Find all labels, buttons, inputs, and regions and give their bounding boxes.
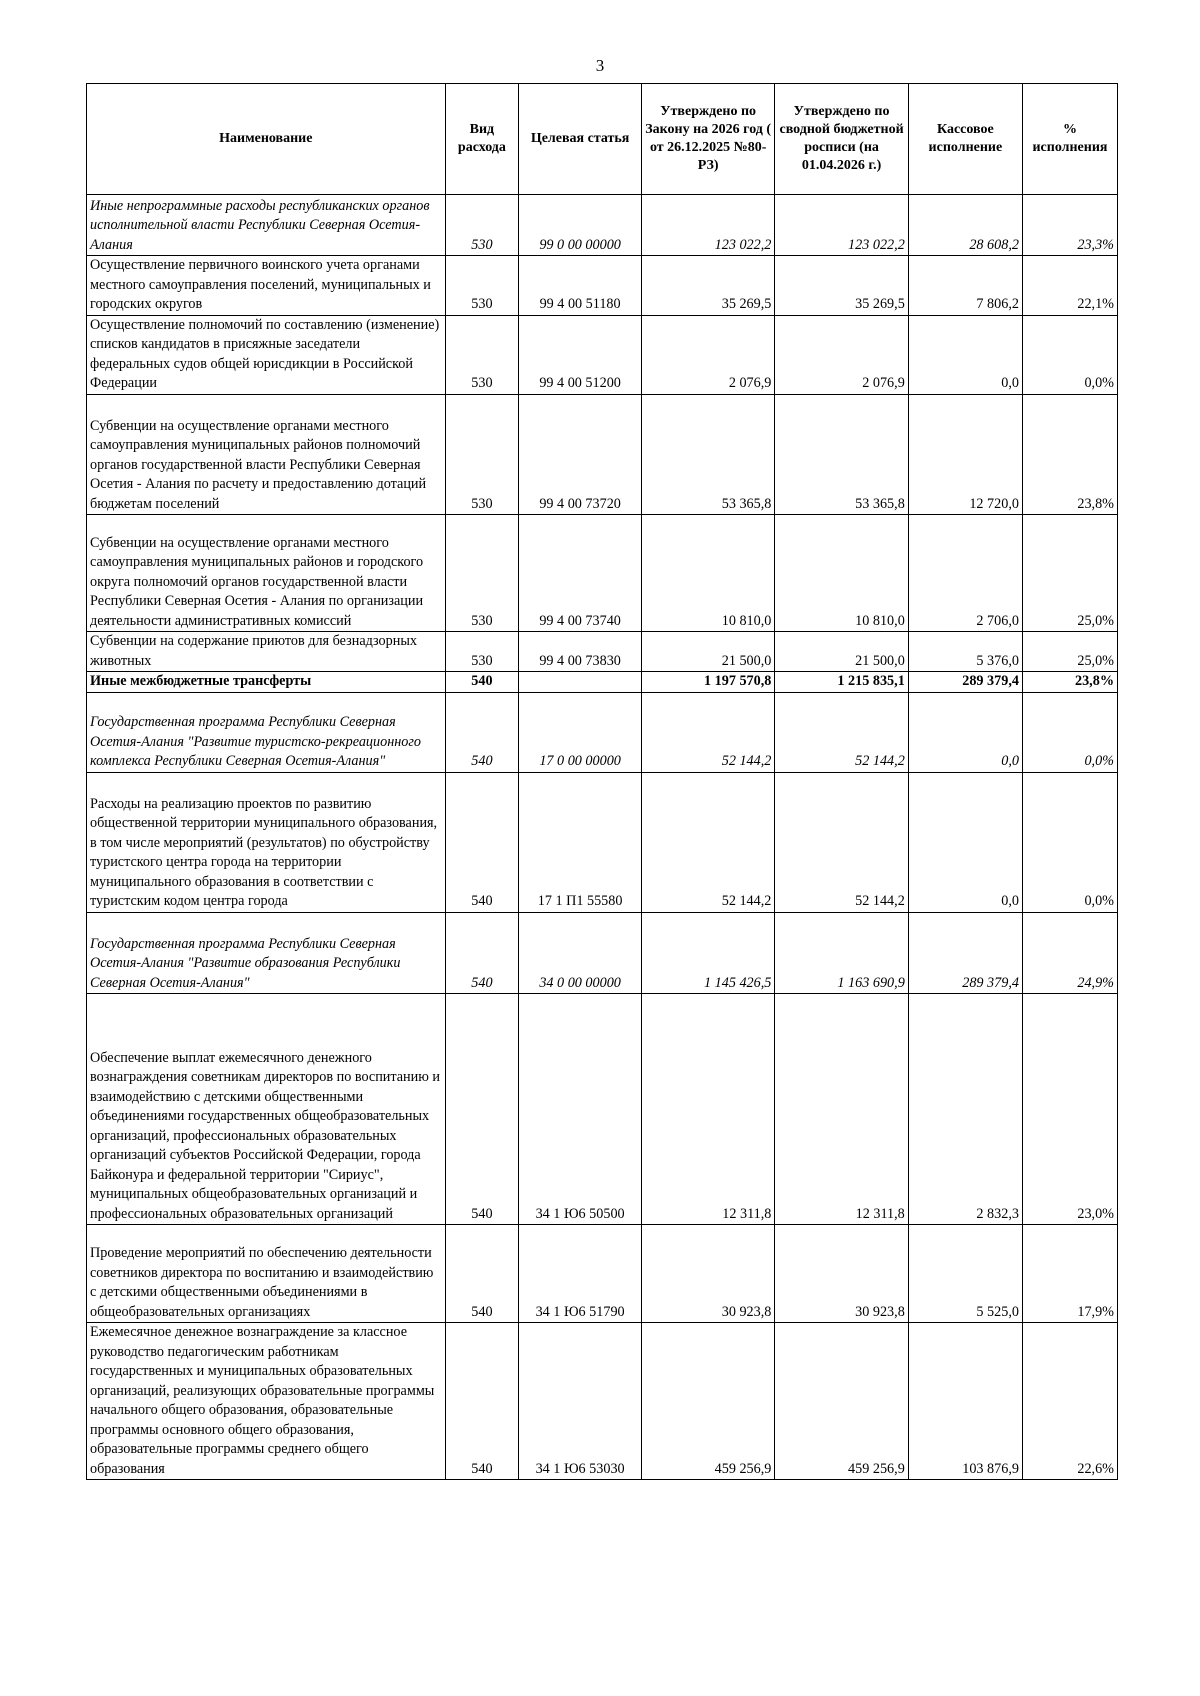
cell-cash-execution: 5 525,0 [908,1225,1022,1323]
cell-cash-execution: 289 379,4 [908,672,1022,693]
cell-approved-by-law: 52 144,2 [641,772,774,912]
cell-expense-type: 540 [445,994,519,1225]
cell-name: Субвенции на осуществление органами местного самоуправления муниципальных районов полномочий органов государственной власти Республики Северная Осетия - Алания по расчету и предоставлению дотаций бюджетам поселений [87,394,446,515]
cell-target-article: 99 4 00 51180 [519,256,642,316]
table-row [87,692,1118,772]
header-name: Наименование [87,84,446,195]
cell-approved-by-rospis: 1 163 690,9 [775,912,908,994]
cell-approved-by-law: 10 810,0 [641,515,774,632]
cell-target-article [519,672,642,693]
header-percent-execution: % исполнения [1022,84,1117,195]
cell-name: Расходы на реализацию проектов по развитию общественной территории муниципального образования, в том числе мероприятий (результатов) по обустройству туристского центра города на территории муниципального образования в соответствии с туристским кодом центра города [87,772,446,912]
cell-approved-by-rospis: 459 256,9 [775,1323,908,1480]
cell-approved-by-law: 35 269,5 [641,256,774,316]
cell-percent-execution: 23,3% [1022,195,1117,256]
cell-name: Субвенции на осуществление органами местного самоуправления муниципальных районов и городского округа полномочий органов государственной власти Республики Северная Осетия - Алания по организации деятельности административных комиссий [87,515,446,632]
cell-cash-execution: 2 706,0 [908,515,1022,632]
cell-percent-execution: 0,0% [1022,772,1117,912]
cell-expense-type: 530 [445,195,519,256]
cell-approved-by-rospis: 52 144,2 [775,692,908,772]
cell-percent-execution: 24,9% [1022,912,1117,994]
cell-cash-execution: 103 876,9 [908,1323,1022,1480]
cell-expense-type: 530 [445,256,519,316]
cell-cash-execution: 5 376,0 [908,632,1022,672]
cell-cash-execution: 28 608,2 [908,195,1022,256]
cell-approved-by-rospis: 123 022,2 [775,195,908,256]
cell-target-article: 17 0 00 00000 [519,692,642,772]
cell-approved-by-rospis: 35 269,5 [775,256,908,316]
page-number: 3 [595,56,605,75]
cell-expense-type: 530 [445,315,519,394]
cell-target-article: 34 1 Ю6 53030 [519,1323,642,1480]
table-row [87,672,1118,693]
cell-percent-execution: 23,0% [1022,994,1117,1225]
cell-target-article: 99 4 00 51200 [519,315,642,394]
cell-cash-execution: 2 832,3 [908,994,1022,1225]
cell-cash-execution: 12 720,0 [908,394,1022,515]
cell-name: Обеспечение выплат ежемесячного денежного вознаграждения советникам директоров по воспитанию и взаимодействию с детскими общественными объединениями государственных общеобразовательных организаций, профессиональных образовательных организаций субъектов Российской Федерации, города Байконура и федеральной территории "Сириус", муниципальных общеобразовательных организаций и профессиональных образовательных организаций [87,994,446,1225]
table-row [87,1225,1118,1323]
cell-approved-by-law: 459 256,9 [641,1323,774,1480]
cell-name: Иные межбюджетные трансферты [87,672,446,693]
cell-expense-type: 540 [445,672,519,693]
table-row [87,195,1118,256]
table-row [87,632,1118,672]
cell-expense-type: 530 [445,632,519,672]
cell-target-article: 34 0 00 00000 [519,912,642,994]
cell-cash-execution: 0,0 [908,692,1022,772]
cell-expense-type: 530 [445,515,519,632]
header-approved-by-rospis: Утверждено по сводной бюджетной росписи (на 01.04.2026 г.) [775,84,908,195]
cell-expense-type: 540 [445,772,519,912]
table-row [87,772,1118,912]
cell-approved-by-rospis: 10 810,0 [775,515,908,632]
header-expense-type: Вид расхода [445,84,519,195]
cell-expense-type: 540 [445,1225,519,1323]
cell-approved-by-law: 21 500,0 [641,632,774,672]
cell-percent-execution: 0,0% [1022,692,1117,772]
header-row [87,84,1118,195]
cell-cash-execution: 0,0 [908,315,1022,394]
cell-cash-execution: 0,0 [908,772,1022,912]
header-approved-by-law: Утверждено по Закону на 2026 год ( от 26.12.2025 №80-РЗ) [641,84,774,195]
cell-approved-by-rospis: 1 215 835,1 [775,672,908,693]
cell-expense-type: 540 [445,1323,519,1480]
cell-name: Субвенции на содержание приютов для безнадзорных животных [87,632,446,672]
cell-approved-by-law: 53 365,8 [641,394,774,515]
cell-name: Осуществление первичного воинского учета органами местного самоуправления поселений, муниципальных и городских округов [87,256,446,316]
cell-approved-by-law: 52 144,2 [641,692,774,772]
cell-approved-by-rospis: 2 076,9 [775,315,908,394]
cell-target-article: 99 4 00 73830 [519,632,642,672]
cell-percent-execution: 23,8% [1022,672,1117,693]
table-row [87,256,1118,316]
cell-name: Государственная программа Республики Северная Осетия-Алания "Развитие образования Республики Северная Осетия-Алания" [87,912,446,994]
cell-target-article: 34 1 Ю6 50500 [519,994,642,1225]
cell-approved-by-rospis: 21 500,0 [775,632,908,672]
cell-name: Ежемесячное денежное вознаграждение за классное руководство педагогическим работникам государственных и муниципальных образовательных организаций, реализующих образовательные программы начального общего образования, образовательные программы основного общего образования, образовательные программы среднего общего образования [87,1323,446,1480]
cell-name: Осуществление полномочий по составлению (изменение) списков кандидатов в присяжные заседатели федеральных судов общей юрисдикции в Российской Федерации [87,315,446,394]
cell-percent-execution: 23,8% [1022,394,1117,515]
cell-percent-execution: 0,0% [1022,315,1117,394]
table-row [87,315,1118,394]
cell-target-article: 99 4 00 73740 [519,515,642,632]
table-row [87,515,1118,632]
cell-cash-execution: 289 379,4 [908,912,1022,994]
budget-execution-table [86,83,1118,1480]
cell-name: Проведение мероприятий по обеспечению деятельности советников директора по воспитанию и взаимодействию с детскими общественными объединениями в общеобразовательных организациях [87,1225,446,1323]
cell-percent-execution: 25,0% [1022,515,1117,632]
cell-expense-type: 530 [445,394,519,515]
table-row [87,994,1118,1225]
cell-target-article: 17 1 П1 55580 [519,772,642,912]
header-cash-execution: Кассовое исполнение [908,84,1022,195]
cell-expense-type: 540 [445,912,519,994]
cell-expense-type: 540 [445,692,519,772]
cell-approved-by-law: 1 145 426,5 [641,912,774,994]
cell-approved-by-law: 2 076,9 [641,315,774,394]
cell-target-article: 34 1 Ю6 51790 [519,1225,642,1323]
cell-approved-by-law: 12 311,8 [641,994,774,1225]
cell-approved-by-rospis: 30 923,8 [775,1225,908,1323]
cell-percent-execution: 25,0% [1022,632,1117,672]
cell-percent-execution: 22,6% [1022,1323,1117,1480]
table-row [87,394,1118,515]
cell-approved-by-rospis: 53 365,8 [775,394,908,515]
cell-approved-by-law: 123 022,2 [641,195,774,256]
cell-cash-execution: 7 806,2 [908,256,1022,316]
cell-target-article: 99 4 00 73720 [519,394,642,515]
table-row [87,912,1118,994]
table-row [87,1323,1118,1480]
header-target-article: Целевая статья [519,84,642,195]
cell-approved-by-rospis: 52 144,2 [775,772,908,912]
cell-approved-by-rospis: 12 311,8 [775,994,908,1225]
cell-percent-execution: 17,9% [1022,1225,1117,1323]
cell-target-article: 99 0 00 00000 [519,195,642,256]
cell-name: Иные непрограммные расходы республиканских органов исполнительной власти Республики Северная Осетия-Алания [87,195,446,256]
cell-name: Государственная программа Республики Северная Осетия-Алания "Развитие туристско-рекреационного комплекса Республики Северная Осетия-Алания" [87,692,446,772]
cell-approved-by-law: 30 923,8 [641,1225,774,1323]
cell-percent-execution: 22,1% [1022,256,1117,316]
cell-approved-by-law: 1 197 570,8 [641,672,774,693]
